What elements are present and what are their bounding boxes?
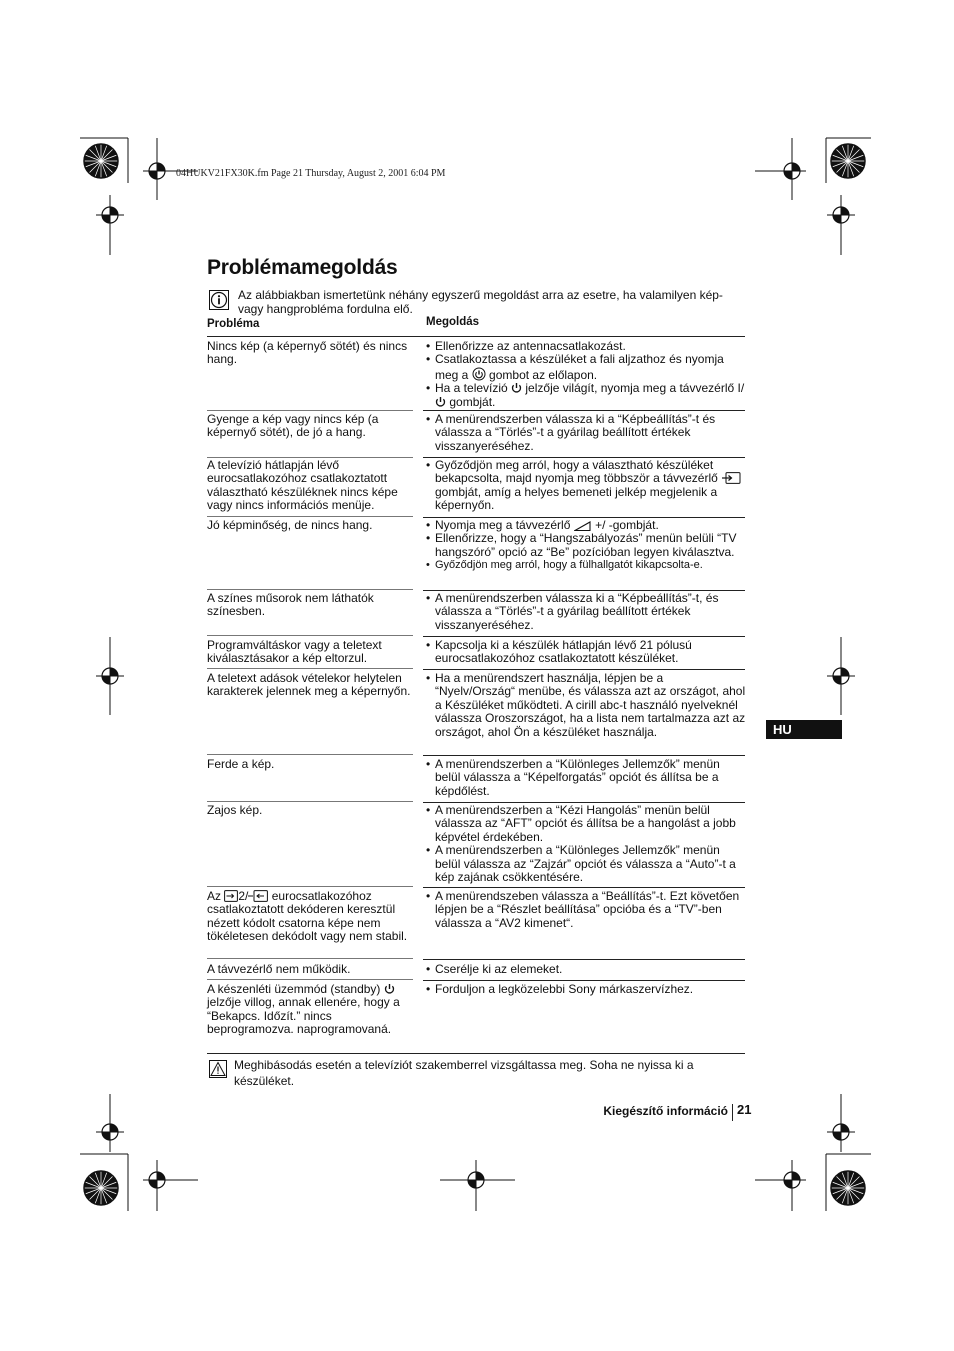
info-icon [209, 290, 229, 310]
row-divider [423, 959, 745, 960]
row-divider [423, 887, 745, 888]
column-header-solution: Megoldás [426, 316, 480, 328]
intro-text: Az alábbiakban ismertetünk néhány egyszerű megoldást arra az esetre, ha valamilyen kép- vagy hangprobléma fordulna elő. [238, 288, 723, 316]
row-divider [207, 668, 413, 669]
volume-icon [574, 521, 592, 531]
power-icon [435, 396, 446, 408]
solution-item: • A menürendszerben a “Kézi Hangolás” menün belül válassza az “AFT” opciót és állítsa be a hangolást a jobb képvétel érdekében. [426, 804, 746, 844]
problem-text: Jó képminőség, de nincs hang. [207, 518, 373, 532]
problem-text: A televízió hátlapján lévő eurocsatlakozóhoz csatlakoztatott választható készüléknek nincs képe vagy nincs információs menüje. [207, 458, 398, 513]
language-tab: HU [766, 720, 842, 739]
problem-text: Az 2/ eurocsatlakozóhoz csatlakoztatott dekóderen keresztül nézett kódolt csatorna képe nem tökéletesen dekódolt vagy nem stabil. [207, 889, 408, 944]
row-divider [423, 669, 745, 670]
power-icon [511, 382, 522, 394]
problem-text: A készenléti üzemmód (standby) jelzője villog, annak ellenére, hogy a “Bekapcs. Időzít.” nincs beprogramozva. naprogramovaná. [207, 982, 400, 1037]
solution-item: • A menürendszeben válassza a “Beállítás”-t. Ezt követően lépjen be a “Részlet beállítása” opcióba és a “TV”-ben válassza a “AV2 kimenet“. [426, 890, 746, 930]
solution-item: • A menürendszerben válassza ki a “Képbeállítás”-t, és válassza a “Törlés”-t a gyárilag beállított értékek visszanyeréséhez. [426, 592, 746, 632]
solution-item: • A menürendszerben a “Különleges Jellemzők” menün belül válassza a “Képelforgatás” opciót és állítsa be a képdőlést. [426, 758, 746, 798]
solution-item: • Forduljon a legközelebbi Sony márkaszervízhez. [426, 983, 746, 996]
solution-cell [426, 413, 746, 453]
solution-item: • Ha a televízió jelzője világít, nyomja meg a távvezérlő I/ gombját. [426, 382, 746, 409]
solution-cell [426, 592, 746, 632]
solution-item: • Győződjön meg arról, hogy a fülhallgatót kikapcsolta-e. [426, 559, 746, 572]
solution-item: • Kapcsolja ki a készülék hátlapján lévő 21 pólusú eurocsatlakozóhoz csatlakoztatott készüléket. [426, 639, 746, 666]
solution-cell [426, 340, 746, 409]
solution-item: • Ha a menürendszert használja, lépjen be a “Nyelv/Ország“ menübe, és válassza azt az országot, ahol a Készüléket működteti. A cirill abc-t használó nyelveknél válassza Oroszországot, ha a lista nem tartalmazza azt az országot, ahol Ön a készüléket használja. [426, 672, 746, 739]
solution-item: • Győződjön meg arról, hogy a választható készüléket bekapcsolta, majd nyomja meg többször a távvezérlő gombját, amíg a helyes bemeneti jelkép megjelenik a képernyőn. [426, 459, 746, 513]
problem-text: Zajos kép. [207, 803, 263, 817]
row-divider [207, 589, 413, 590]
input-select-icon [224, 890, 238, 902]
warning-text: Meghibásodás esetén a televíziót szakemberrel vizsgáltassa meg. Soha ne nyissa ki a készüléket. [234, 1058, 694, 1088]
solution-item: • A menürendszerben a “Különleges Jellemzők” menün belül válassza az “Zajzár” opciót és válassza a “Auto”-t a kép zajának csökkentésére. [426, 844, 746, 884]
solution-item: • Csatlakoztassa a készüléket a fali aljzathoz és nyomja meg a gombot az előlapon. [426, 353, 746, 382]
page-title: Problémamegoldás [207, 256, 398, 279]
problem-text: A teletext adások vételekor helytelen karakterek jelennek meg a képernyőn. [207, 671, 411, 699]
row-divider [207, 979, 413, 980]
footer-separator [732, 1104, 733, 1121]
problem-text: A távvezérlő nem működik. [207, 962, 351, 976]
row-divider [207, 635, 413, 636]
page-number: 21 [737, 1102, 752, 1117]
power-icon [384, 983, 395, 995]
row-divider [423, 636, 745, 637]
row-divider [207, 410, 413, 411]
solution-cell [426, 890, 746, 930]
problem-text: A színes műsorok nem láthatók színesben. [207, 591, 374, 619]
problem-text: Gyenge a kép vagy nincs kép (a képernyő sötét), de jó a hang. [207, 412, 379, 440]
footer-section-title: Kiegészítő információ [603, 1104, 728, 1118]
solution-cell [426, 983, 746, 996]
row-divider [207, 516, 413, 517]
row-divider [423, 980, 745, 981]
input-select-icon [721, 472, 741, 484]
header-rule [207, 336, 745, 337]
solution-cell [426, 519, 746, 573]
warning-icon [209, 1060, 227, 1078]
solution-cell [426, 804, 746, 884]
solution-cell [426, 758, 746, 798]
solution-cell [426, 963, 746, 976]
solution-item: • Nyomja meg a távvezérlő +/ -gombját. [426, 519, 746, 532]
row-divider [207, 801, 413, 802]
row-divider [207, 886, 413, 887]
row-divider [207, 754, 413, 755]
solution-item: • A menürendszerben válassza ki a “Képbeállítás”-t és válassza a “Törlés”-t a gyárilag beállított értékek visszanyeréséhez. [426, 413, 746, 453]
av2-scart-icon [248, 890, 268, 902]
solution-item: • Cserélje ki az elemeket. [426, 963, 746, 976]
row-divider [423, 755, 745, 756]
table-bottom-rule [207, 1053, 745, 1054]
solution-item: • Ellenőrizze, hogy a “Hangszabályozás” menün belüli “TV hangszóró” opció az “Be” pozícióban legyen kiválasztva. [426, 532, 746, 559]
solution-cell [426, 459, 746, 513]
problem-text: Programváltáskor vagy a teletext kiválasztásakor a kép eltorzul. [207, 638, 382, 666]
problem-text: Ferde a kép. [207, 757, 275, 771]
print-header-line: 04HUKV21FX30K.fm Page 21 Thursday, August 2, 2001 6:04 PM [176, 168, 446, 179]
problem-text: Nincs kép (a képernyő sötét) és nincs hang. [207, 339, 408, 367]
solution-cell [426, 672, 746, 739]
row-divider [207, 958, 413, 959]
solution-item: • Ellenőrizze az antennacsatlakozást. [426, 340, 746, 353]
column-header-problem: Probléma [207, 318, 260, 330]
solution-cell [426, 639, 746, 666]
row-divider [423, 410, 745, 411]
power-icon [472, 367, 486, 381]
